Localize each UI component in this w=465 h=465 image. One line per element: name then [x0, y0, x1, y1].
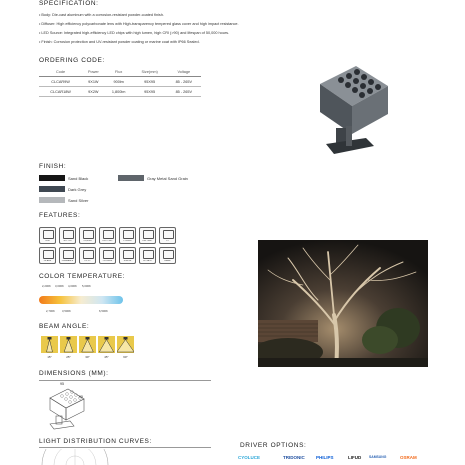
col-voltage: Voltage	[167, 67, 201, 77]
spec-led-source: • LED Source: Integrated high-efficiency LED chips with high lumen, high CRI (>90) and lifespan of 50,000 hours.	[39, 31, 230, 35]
feature-glyph	[83, 250, 94, 259]
beam-cone-icon	[60, 336, 77, 353]
driver-options-heading: DRIVER OPTIONS:	[240, 442, 307, 449]
feature-label: GLARE	[43, 260, 52, 262]
col-size: Size(mm)	[133, 67, 167, 77]
swatch-gray-metal	[118, 175, 144, 181]
feature-glyph	[143, 250, 154, 259]
cct-label: 4,000K	[68, 284, 77, 288]
feature-glyph	[163, 250, 174, 259]
dimmer-icon	[59, 247, 76, 264]
beam-cone-icon	[79, 336, 96, 353]
spec-diffuser: • Diffuser: High efficiency polycarbonate lens with High-transparency tempered glass cover and high impact resistance.	[39, 22, 239, 26]
swatch-sand-black	[39, 175, 65, 181]
finish-heading: FINISH:	[39, 163, 67, 170]
light-distribution-rule	[39, 447, 211, 448]
swatch-label: Gray Metal Sand Grain	[147, 176, 188, 181]
light-distribution-curve	[40, 449, 110, 465]
table-row	[39, 87, 201, 97]
specification-heading: SPECIFICATION:	[39, 0, 99, 7]
beam-angle-label: 45°	[104, 355, 109, 359]
shield-icon	[39, 227, 56, 244]
feature-label: IP66	[45, 240, 50, 242]
cell-flux: 1,800lm	[105, 87, 133, 97]
feature-label: 90+ CRI	[63, 240, 72, 242]
brand-lifud-logo: LIFUD	[348, 455, 362, 460]
surge-icon	[119, 247, 136, 264]
dimension-depth-label: 95	[79, 395, 83, 399]
brand-samsung-logo: SAMSUNG	[369, 455, 387, 459]
feature-glyph	[43, 230, 54, 239]
col-power: Power	[82, 67, 104, 77]
warranty-icon	[159, 227, 176, 244]
dimension-drawing	[42, 384, 92, 430]
feature-glyph	[143, 230, 154, 239]
cri-icon	[59, 227, 76, 244]
beam-angle-icon	[79, 336, 96, 353]
beam-cone-icon	[41, 336, 58, 353]
feature-label: BEAM	[164, 260, 171, 262]
feature-label: POWER	[123, 240, 132, 242]
cell-flux: 900lm	[105, 77, 133, 87]
feature-glyph	[123, 250, 134, 259]
swatch-label: Dark Grey	[68, 187, 87, 192]
cell-power: 9X2W	[82, 87, 104, 97]
col-flux: Flux	[105, 67, 133, 77]
feature-label: OPTIC	[84, 260, 91, 262]
color-temperature-heading: COLOR TEMPERATURE:	[39, 273, 126, 280]
feature-label: SURGE	[123, 260, 132, 262]
dimension-width-label: 95	[60, 382, 64, 386]
feature-glyph	[123, 230, 134, 239]
cct-label: 3,000K	[55, 284, 64, 288]
feature-glyph	[103, 230, 114, 239]
cct-label: 2,200K	[42, 284, 51, 288]
swatch-label: Sand Black	[68, 176, 89, 181]
spec-body: • Body: Die-cast aluminum with a corrosion-resistant powder-coated finish.	[39, 13, 164, 17]
beam-cone-icon	[117, 336, 134, 353]
cell-size: 95X95	[133, 87, 167, 97]
beam-angle-icon	[60, 336, 77, 353]
beam-angle-label: 15°	[47, 355, 52, 359]
col-code: Code	[39, 67, 82, 77]
table-row	[39, 77, 201, 87]
dimensions-rule	[39, 380, 211, 381]
chip-icon	[99, 227, 116, 244]
swatch-sand-silver	[39, 197, 65, 203]
beam-angle-icon	[41, 336, 58, 353]
feature-label: DIMMABLE	[61, 260, 74, 262]
swatch-label: Sand Silver	[68, 198, 89, 203]
feature-glyph	[83, 230, 94, 239]
cell-power: 9X1W	[82, 77, 104, 87]
driver-icon	[119, 227, 136, 244]
optic-icon	[79, 247, 96, 264]
cct-label: 6,500K	[99, 309, 108, 313]
beam-angle-icon	[98, 336, 115, 353]
application-photo	[258, 240, 428, 367]
beam-angle-label: 30°	[85, 355, 90, 359]
beam-icon	[159, 247, 176, 264]
beam-angle-label: 60°	[123, 355, 128, 359]
ordering-table	[39, 67, 201, 97]
feature-label: ROTATE	[143, 260, 152, 262]
cct-bottom-labels	[39, 309, 129, 314]
product-floodlight-image	[296, 56, 396, 164]
feature-glyph	[63, 250, 74, 259]
beam-angle-label: 25°	[66, 355, 71, 359]
feature-glyph	[63, 230, 74, 239]
color-temperature-bar	[39, 296, 123, 304]
beam-cone-icon	[98, 336, 115, 353]
cct-label: 3,500K	[62, 309, 71, 313]
spec-finish: • Finish: Corrosion protection and UV-resistant powder coating or marine coat with IP66 Sealed.	[39, 40, 200, 44]
cell-size: 95X95	[133, 77, 167, 87]
feature-label: DIE CAST	[142, 240, 153, 242]
cct-top-labels	[39, 284, 129, 289]
diecast-icon	[139, 227, 156, 244]
cell-code: CLCAR18W	[39, 87, 82, 97]
ordering-header-row	[39, 67, 201, 77]
cell-voltage: 85 - 265V	[167, 77, 201, 87]
feature-label: 5Y	[166, 240, 169, 242]
light-distribution-heading: LIGHT DISTRIBUTION CURVES:	[39, 438, 152, 445]
feature-label: CE RoHS	[102, 260, 113, 262]
cct-label: 2,700K	[46, 309, 55, 313]
brand-cyoluce-logo: CYOLUCE	[238, 455, 261, 460]
glare-icon	[39, 247, 56, 264]
beam-angle-heading: BEAM ANGLE:	[39, 323, 90, 330]
feature-glyph	[163, 230, 174, 239]
dimensions-heading: DIMENSIONS (MM):	[39, 370, 109, 377]
brand-philips-logo: PHILIPS	[316, 455, 334, 460]
feature-glyph	[43, 250, 54, 259]
cell-voltage: 85 - 265V	[167, 87, 201, 97]
feature-label: 25,000H	[83, 240, 92, 242]
features-heading: FEATURES:	[39, 212, 81, 219]
cell-code: CLCAR9W	[39, 77, 82, 87]
brand-tridonic-logo: TRIDONIC	[283, 455, 305, 460]
feature-glyph	[103, 250, 114, 259]
swatch-dark-grey	[39, 186, 65, 192]
rotate-icon	[139, 247, 156, 264]
cert-icon	[99, 247, 116, 264]
feature-label: LED CHIP	[102, 240, 113, 242]
lifetime-icon	[79, 227, 96, 244]
cct-label: 5,000K	[82, 284, 91, 288]
beam-angle-icon	[117, 336, 134, 353]
ordering-heading: ORDERING CODE:	[39, 57, 105, 64]
brand-osram-logo: OSRAM	[400, 455, 417, 460]
